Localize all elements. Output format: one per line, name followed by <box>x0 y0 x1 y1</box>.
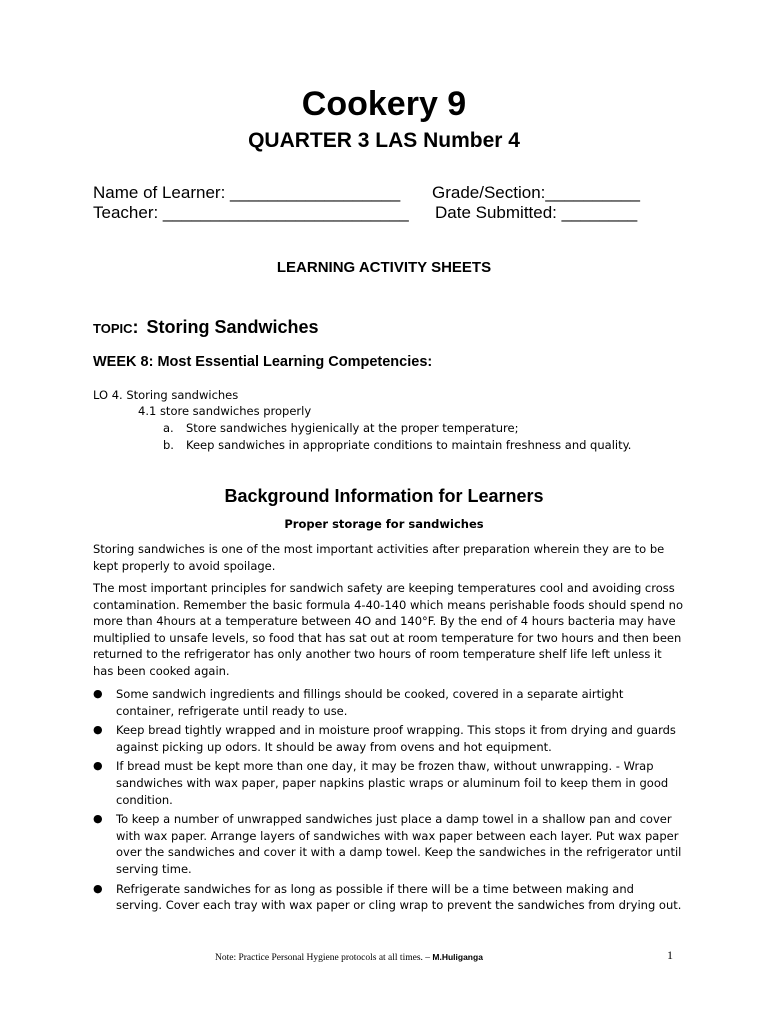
bullet-icon: ● <box>93 759 103 773</box>
footer-note-text: Note: Practice Personal Hygiene protocols at all times. – <box>215 953 433 963</box>
learner-name-field: Name of Learner: __________________ <box>93 183 401 202</box>
topic-colon: : <box>132 317 139 337</box>
section-heading: LEARNING ACTIVITY SHEETS <box>276 259 492 276</box>
footer-note <box>215 951 483 964</box>
bullet-icon: ● <box>93 812 103 826</box>
list-item <box>93 722 683 755</box>
item-marker: a. <box>163 421 174 435</box>
paragraph-intro: Storing sandwiches is one of the most important activities after preparation wherein they are to be kept properly to avoid spoilage. <box>93 542 665 573</box>
bullet-icon: ● <box>93 881 103 895</box>
competency-subitem: 4.1 store sandwiches properly <box>138 404 312 418</box>
footer-author: M.Huliganga <box>432 952 483 962</box>
storage-tips-list <box>93 686 683 917</box>
learning-outcome: LO 4. Storing sandwiches <box>93 388 239 402</box>
list-item-text: Keep bread tightly wrapped and in moisture proof wrapping. This stops it from drying and guards against picking up odors. It should be away from ovens and hot equipment. <box>116 723 676 754</box>
background-subheading: Proper storage for sandwiches <box>284 517 484 531</box>
list-item <box>93 881 683 914</box>
item-marker: b. <box>163 438 174 452</box>
document-subtitle: QUARTER 3 LAS Number 4 <box>248 129 520 152</box>
competency-item-b <box>163 437 631 454</box>
date-submitted-field: Date Submitted: ________ <box>435 203 638 222</box>
topic-label: TOPIC <box>93 321 133 336</box>
list-item-text: Refrigerate sandwiches for as long as possible if there will be a time between making and serving. Cover each tray with wax paper or cling wrap to prevent the sandwiches from drying out. <box>116 881 682 913</box>
bullet-icon: ● <box>93 723 103 737</box>
list-item <box>93 758 683 808</box>
teacher-field: Teacher: __________________________ <box>93 203 409 222</box>
topic-value: Storing Sandwiches <box>146 317 319 337</box>
topic-line <box>93 314 319 342</box>
grade-section-field: Grade/Section:__________ <box>432 183 640 202</box>
week-heading: WEEK 8: Most Essential Learning Competencies: <box>93 354 433 370</box>
item-text: Keep sandwiches in appropriate conditions to maintain freshness and quality. <box>186 438 632 452</box>
list-item-text: Some sandwich ingredients and fillings should be cooked, covered in a separate airtight container, refrigerate until ready to use. <box>116 687 624 718</box>
list-item <box>93 811 683 877</box>
item-text: Store sandwiches hygienically at the proper temperature; <box>186 421 519 435</box>
paragraph-principles: The most important principles for sandwich safety are keeping temperatures cool and avoiding cross contamination. Remember the basic formula 4-40-140 which means perishable foods should spend no more than 4hours at a temperature between 4O and 140°F. By the end of 4 hours bacteria may have multiplied to unsafe levels, so food that has sat out at room temperature for two hours and then been returned to the refrigerator has only another two hours of room temperature shelf life left unless it has been cooked again. <box>93 581 683 678</box>
background-heading: Background Information for Learners <box>224 486 544 506</box>
bullet-icon: ● <box>93 687 103 700</box>
list-item <box>93 686 683 719</box>
competency-item-a <box>163 420 518 437</box>
page-number: 1 <box>667 948 673 962</box>
list-item-text: To keep a number of unwrapped sandwiches just place a damp towel in a shallow pan and cover with wax paper. Arrange layers of sandwiches with wax paper between each layer. Put wax paper over the sandwiches and cover it with a damp towel. Keep the sandwiches in the refrigerator until serving time. <box>116 812 682 876</box>
list-item-text: If bread must be kept more than one day, it may be frozen thaw, without unwrapping. - Wrap sandwiches with wax paper, paper napkins plastic wraps or aluminum foil to keep them in good condition. <box>116 759 669 807</box>
document-title: Cookery 9 <box>301 85 467 123</box>
